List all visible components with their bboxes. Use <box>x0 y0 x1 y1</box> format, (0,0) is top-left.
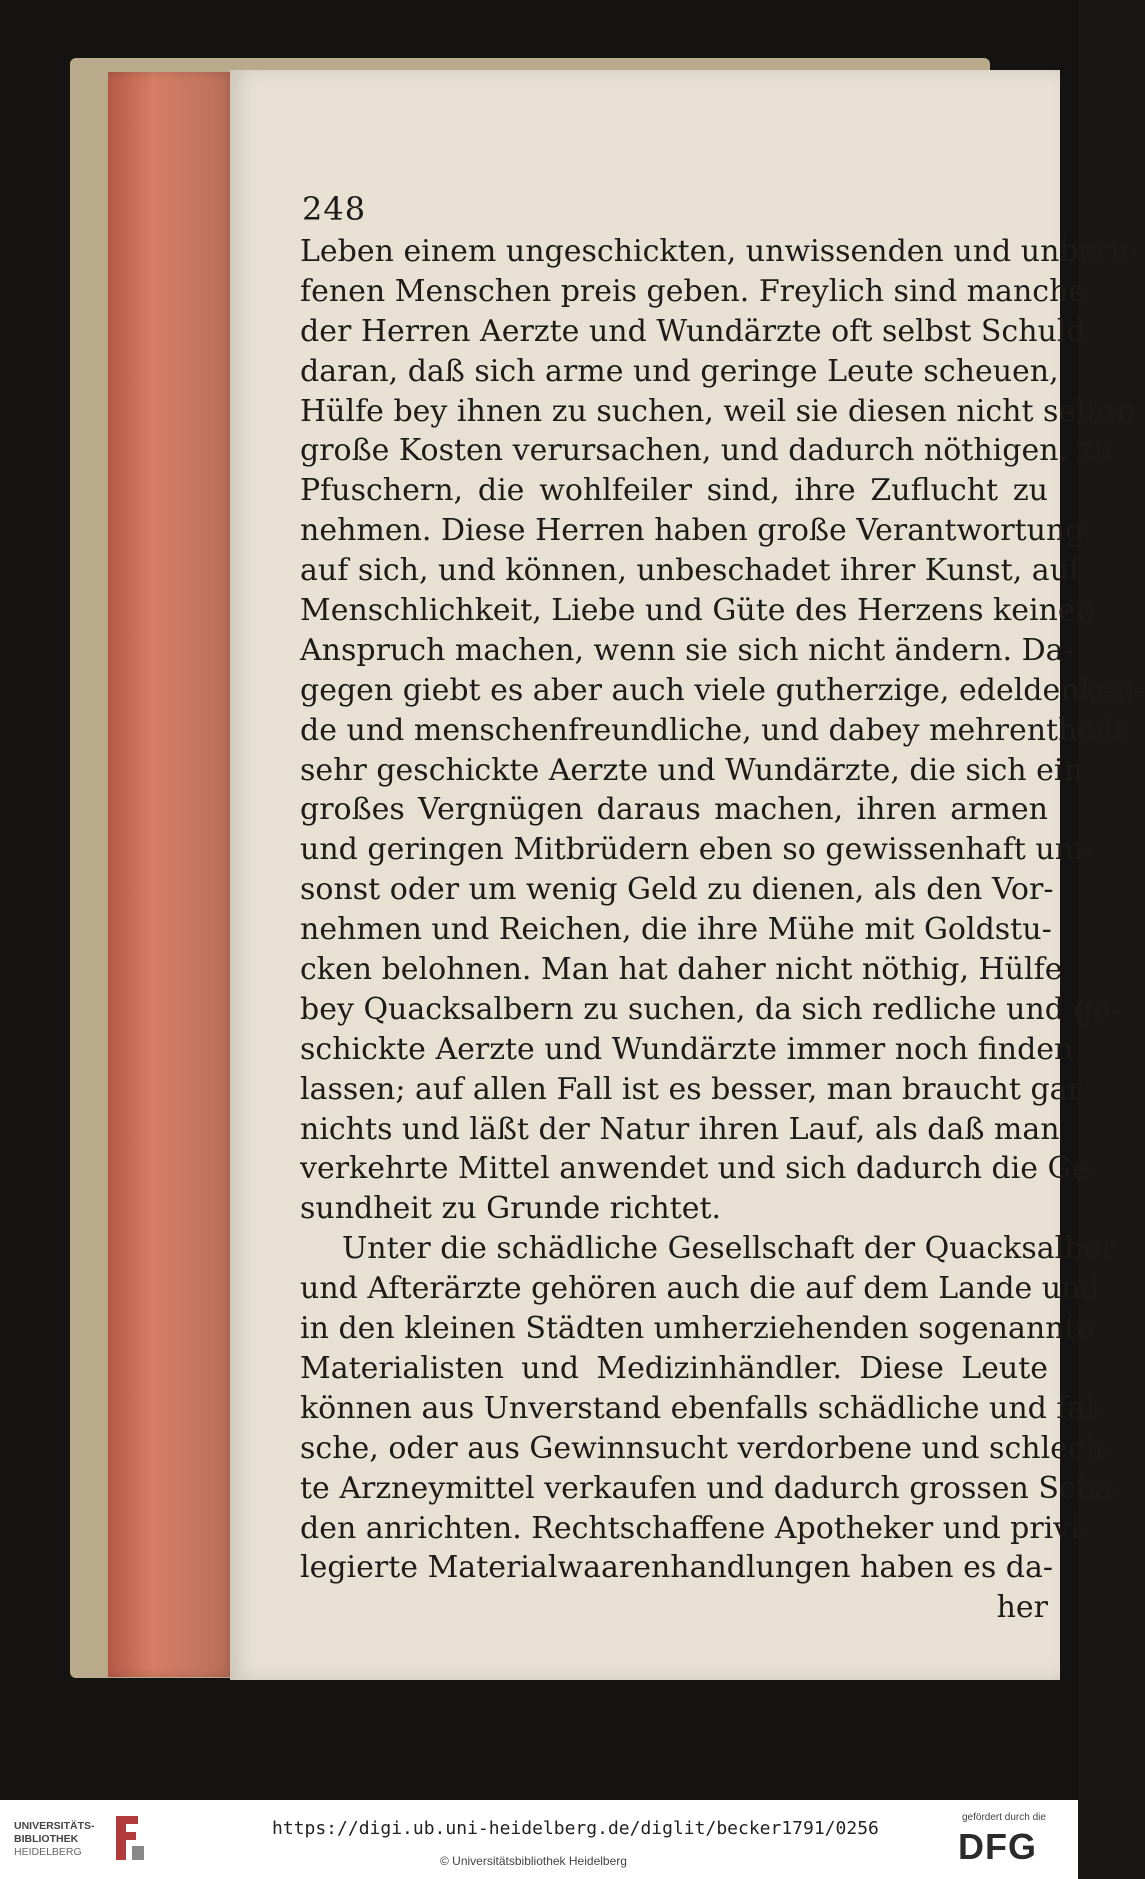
library-name-line1: UNIVERSITÄTS- <box>14 1820 95 1832</box>
text-line: sonst oder um wenig Geld zu dienen, als den Vor- <box>300 872 1054 908</box>
text-line: Leben einem ungeschickten, unwissenden und unberu- <box>300 234 1141 269</box>
text-line: Menschlichkeit, Liebe und Güte des Herzens keinen <box>300 593 1095 629</box>
text-line: auf sich, und können, unbeschadet ihrer Kunst, auf <box>300 553 1081 589</box>
page-number: 248 <box>302 190 367 228</box>
text-line: daran, daß sich arme und geringe Leute scheuen, <box>300 353 1059 389</box>
text-line: Materialisten und Medizinhändler. Diese Leute <box>300 1350 1048 1386</box>
text-line: gegen giebt es aber auch viele gutherzige, edeldenken- <box>300 672 1145 708</box>
text-line: und geringen Mitbrüdern eben so gewissenhaft um- <box>300 832 1094 868</box>
library-logo[interactable] <box>14 1820 95 1859</box>
text-line: der Herren Aerzte und Wundärzte oft selbst Schuld <box>300 313 1086 349</box>
text-line: schickte Aerzte und Wundärzte immer noch finden <box>300 1031 1074 1067</box>
text-line: bey Quacksalbern zu suchen, da sich redliche und ge- <box>300 991 1121 1027</box>
university-seal-icon <box>108 1812 148 1864</box>
text-line: legierte Materialwaarenhandlungen haben es da- <box>300 1550 1054 1586</box>
text-line: sehr geschickte Aerzte und Wundärzte, die sich ein <box>300 752 1083 788</box>
text-line: cken belohnen. Man hat daher nicht nöthig, Hülfe <box>300 952 1063 988</box>
text-line: in den kleinen Städten umherziehenden sogenannte <box>300 1311 1095 1347</box>
library-name-line2: BIBLIOTHEK <box>14 1833 79 1845</box>
viewer-footer <box>0 1800 1078 1879</box>
dfg-caption: gefördert durch die <box>962 1812 1046 1823</box>
text-line: können aus Unverstand ebenfalls schädliche und fal- <box>300 1390 1106 1426</box>
page-edge-red <box>108 72 236 1677</box>
dfg-logo[interactable]: DFG <box>958 1826 1037 1867</box>
text-line: nehmen. Diese Herren haben große Verantwortung <box>300 513 1085 549</box>
text-line: sche, oder aus Gewinnsucht verdorbene und schlech- <box>300 1430 1115 1466</box>
text-line: Anspruch machen, wenn sie sich nicht ändern. Da- <box>300 632 1074 668</box>
text-line: den anrichten. Rechtschaffene Apotheker und privi- <box>300 1510 1090 1546</box>
catchword: her <box>996 1590 1048 1626</box>
library-name-line3: HEIDELBERG <box>14 1846 82 1858</box>
text-line: verkehrte Mittel anwendet und sich dadurch die Ge- <box>300 1151 1100 1187</box>
text-line: Hülfe bey ihnen zu suchen, weil sie diesen nicht selten <box>300 393 1135 429</box>
text-line: de und menschenfreundliche, und dabey mehrentheils <box>300 712 1130 748</box>
text-line: und Afterärzte gehören auch die auf dem Lande und <box>300 1271 1100 1307</box>
page-text <box>300 232 1145 1628</box>
text-line: Pfuschern, die wohlfeiler sind, ihre Zuflucht zu <box>300 473 1048 509</box>
text-line: Unter die schädliche Gesellschaft der Quacksalber <box>342 1231 1116 1267</box>
text-line: nichts und läßt der Natur ihren Lauf, als daß man <box>300 1111 1060 1147</box>
text-line: te Arzneymittel verkaufen und dadurch grossen Scha- <box>300 1470 1124 1506</box>
permalink-url[interactable]: https://digi.ub.uni-heidelberg.de/diglit/becker1791/0256 <box>272 1818 879 1839</box>
text-line: große Kosten verursachen, und dadurch nöthigen, zu <box>300 433 1113 469</box>
copyright-notice: © Universitätsbibliothek Heidelberg <box>440 1854 627 1868</box>
text-line: großes Vergnügen daraus machen, ihren armen <box>300 792 1048 828</box>
text-line: lassen; auf allen Fall ist es besser, man braucht gar <box>300 1071 1082 1107</box>
text-line: nehmen und Reichen, die ihre Mühe mit Goldstu- <box>300 912 1052 948</box>
text-line: fenen Menschen preis geben. Freylich sind manche <box>300 273 1087 309</box>
text-line: sundheit zu Grunde richtet. <box>300 1191 722 1227</box>
